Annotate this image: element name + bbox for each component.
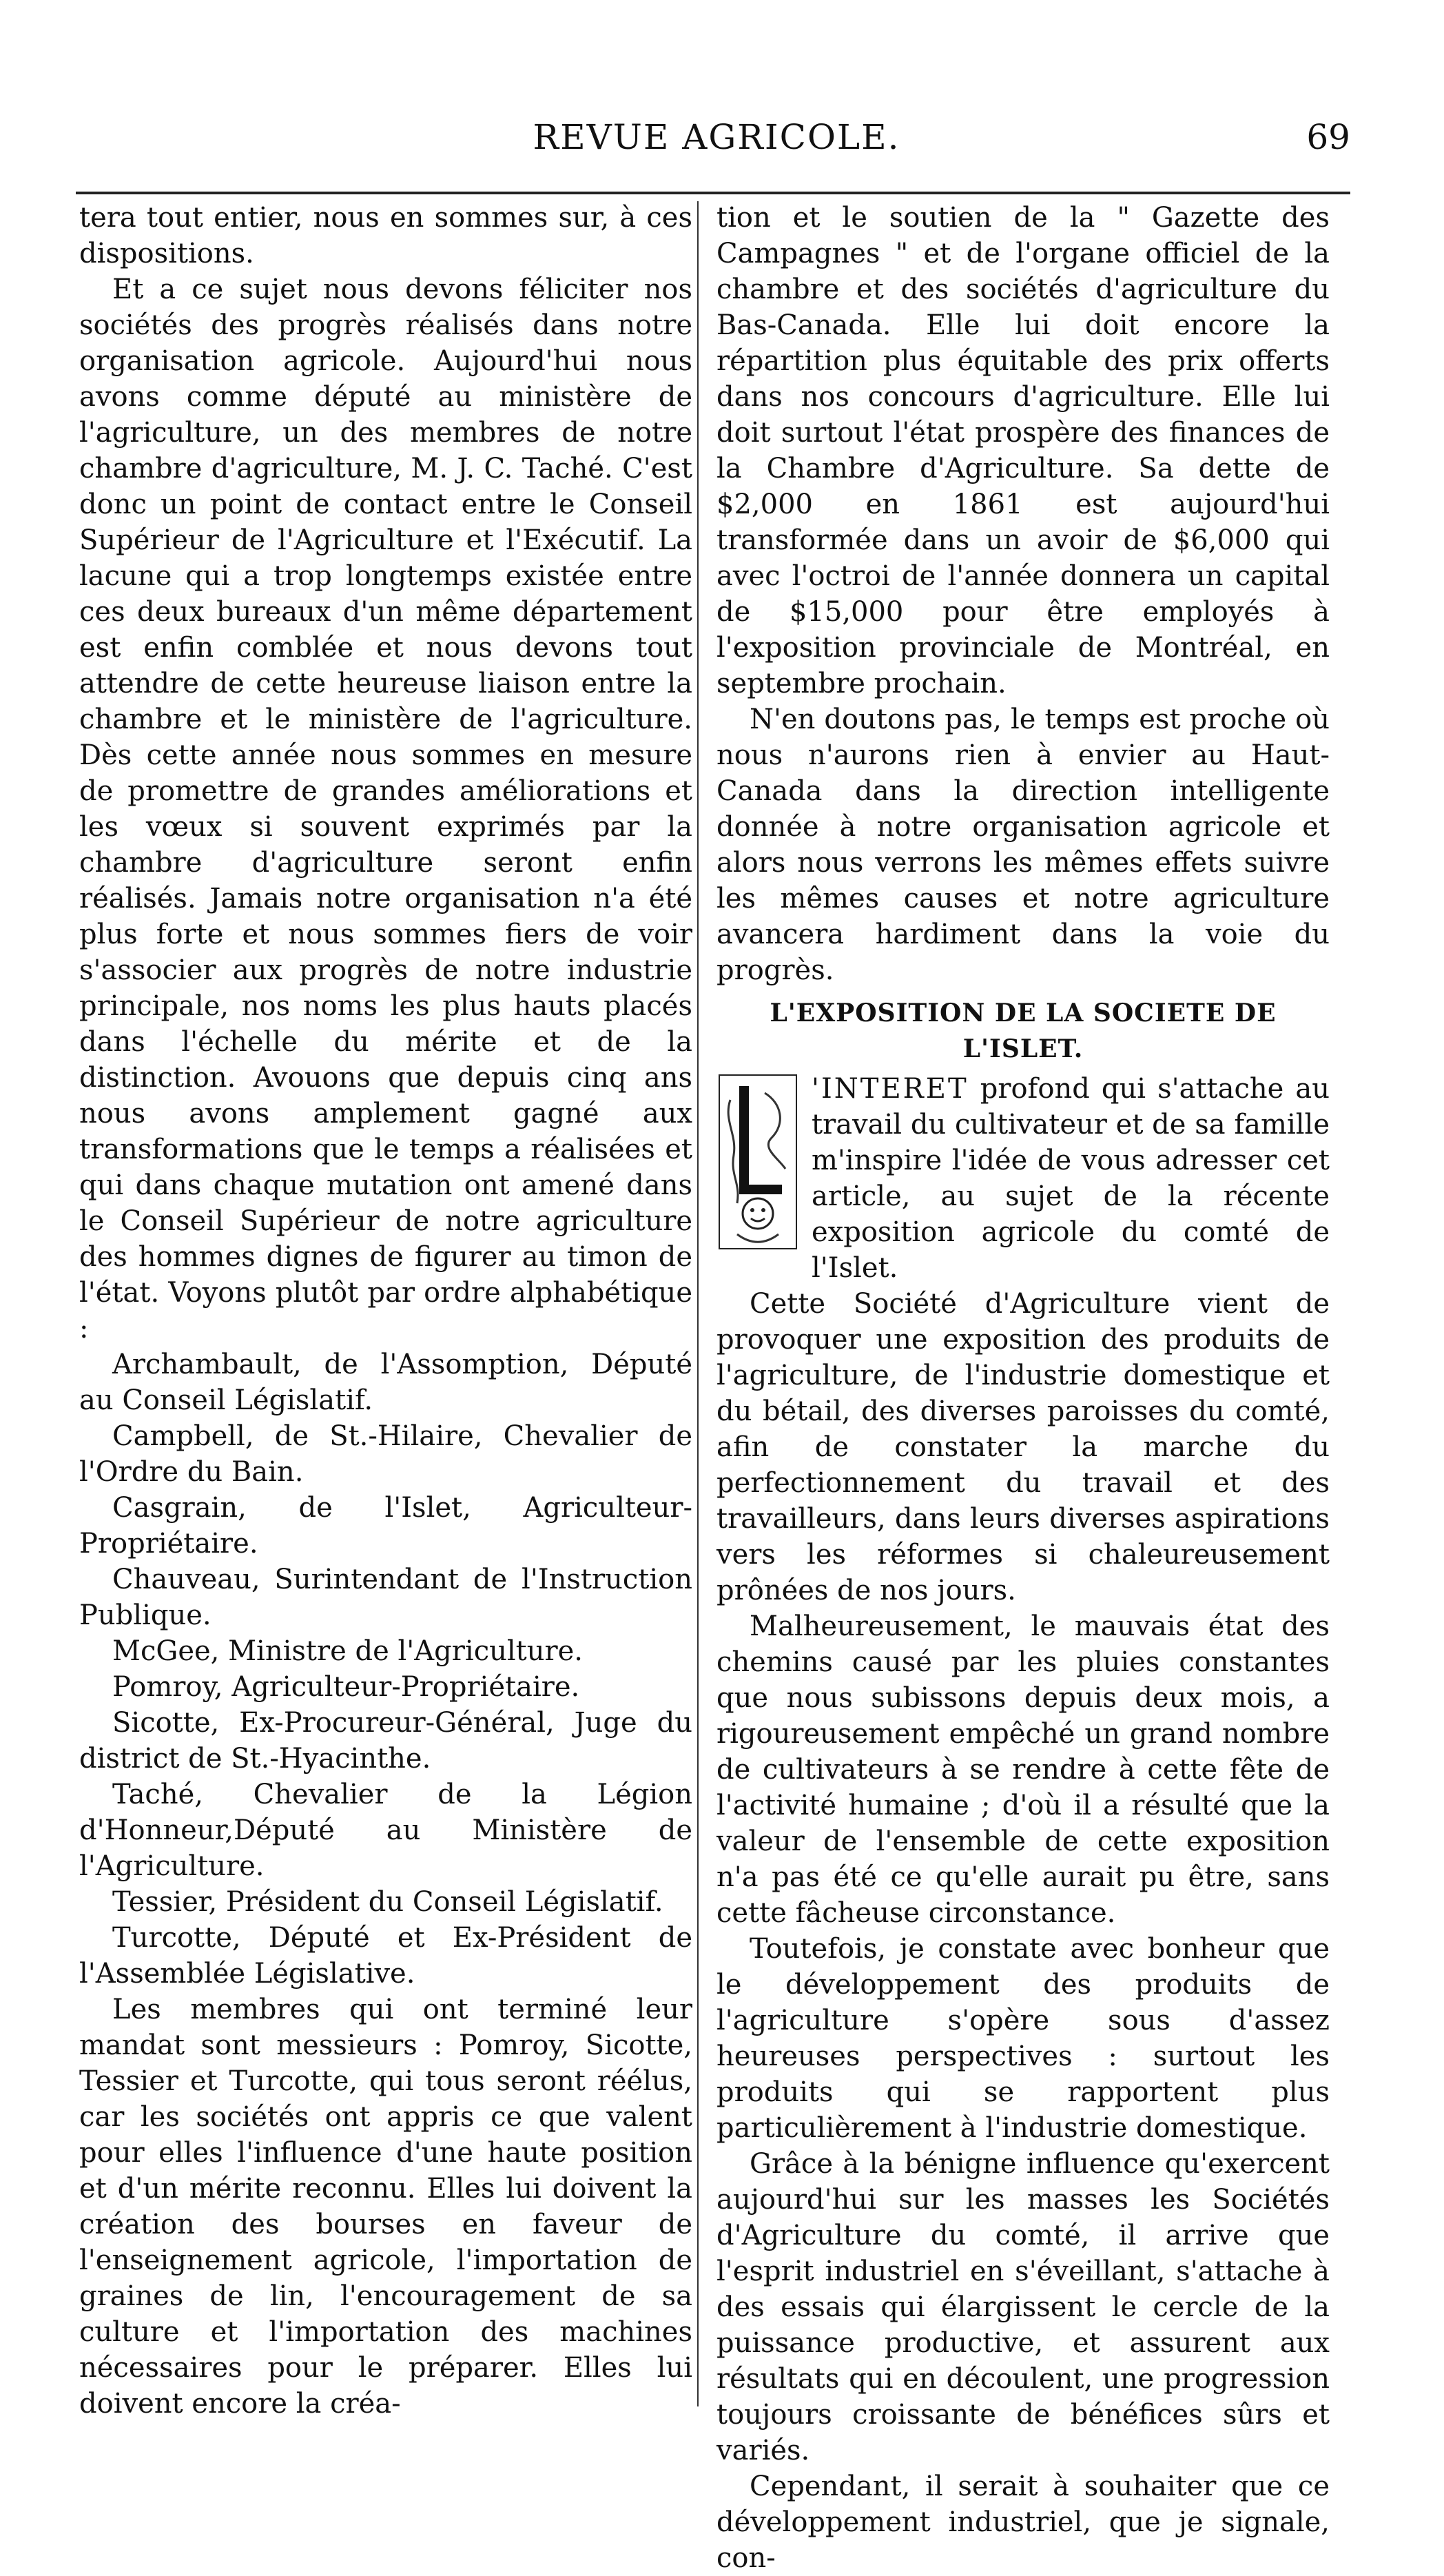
article-opening — [716, 1071, 1330, 1286]
article-paragraph-4: Toutefois, je constate avec bonheur que le développement des produits de l'agriculture s'opère sous d'assez heureuses perspectives : surtout les produits qui se rapportent plus particulièrement à l'industrie domestique. — [716, 1933, 1330, 2144]
left-paragraph-2: Et a ce sujet nous devons féliciter nos sociétés des progrès réalisés dans notre organisation agricole. Aujourd'hui nous avons comme député au ministère de l'agriculture, un des membres de notre chambre d'agriculture, M. J. C. Taché. C'est donc un point de contact entre le Conseil Supérieur de l'Agriculture et l'Exécutif. La lacune qui a trop longtemps existée entre ces deux bureaux d'un même département est enfin comblée et nous devons tout attendre de cette heureuse liaison entre la chambre et le ministère de l'agriculture. Dès cette année nous sommes en mesure de promettre de grandes améliorations et les vœux si souvent exprimés par la chambre d'agriculture seront enfin réalisés. Jamais notre organisation n'a été plus forte et nous sommes fiers de voir s'associer aux progrès de notre industrie principale, nos noms les plus hauts placés dans l'échelle du mérite et de la distinction. Avouons que depuis cinq ans nous avons amplement gagné aux transformations que le temps a réalisées et qui dans chaque mutation ont amené dans le Conseil Supérieur de notre agriculture des hommes dignes de figurer au timon de l'état. Voyons plutôt par ordre alphabétique : — [79, 274, 692, 1345]
left-paragraph-1: tera tout entier, nous en sommes sur, à ces dispositions. — [79, 202, 692, 269]
left-column — [79, 200, 692, 2420]
left-paragraph-3: Les membres qui ont terminé leur mandat sont messieurs : Pomroy, Sicotte, Tessier et Turcotte, qui tous seront réélus, car les sociétés ont appris ce que valent pour elles l'influence d'une haute position et d'un mérite reconnu. Elles lui doivent la création des bourses en faveur de l'enseignement agricole, l'importation de graines de lin, l'encouragement de sa culture et l'importation des machines nécessaires pour le préparer. Elles lui doivent encore la créa- — [79, 1994, 692, 2420]
member-entry: Taché, Chevalier de la Légion d'Honneur,Député au Ministère de l'Agriculture. — [79, 1779, 692, 1882]
member-entry: Pomroy, Agriculteur-Propriétaire. — [112, 1671, 580, 1703]
right-paragraph-1: tion et le soutien de la " Gazette des Campagnes " et de l'organe officiel de la chambre et des sociétés d'agriculture du Bas-Canada. Elle lui doit encore la répartition plus équitable des prix offerts dans nos concours d'agriculture. Elle lui doit surtout l'état prospère des finances de la Chambre d'Agriculture. Sa dette de $2,000 en 1861 est aujourd'hui transformée dans un avoir de $6,000 qui avec l'octroi de l'année donnera un capital de $15,000 pour être employés à l'exposition provinciale de Montréal, en septembre prochain. — [716, 202, 1330, 699]
article-paragraph-2: Cette Société d'Agriculture vient de provoquer une exposition des produits de l'agriculture, de l'industrie domestique et du bétail, des diverses paroisses du comté, afin de constater la marche du perfectionnement du travail et des travailleurs, dans leurs diverses aspirations vers les réformes si chaleureusement prônées de nos jours. — [716, 1288, 1330, 1606]
right-column — [716, 200, 1330, 2574]
article-paragraph-3: Malheureusement, le mauvais état des chemins causé par les pluies constantes que nous subissons depuis deux mois, a rigoureusement empêché un grand nombre de cultivateurs à se rendre à cette fête de l'activité humaine ; d'où il a résulté que la valeur de l'ensemble de cette exposition n'a pas été ce qu'elle aurait pu être, sans cette fâcheuse circonstance. — [716, 1611, 1330, 1929]
right-paragraph-2: N'en doutons pas, le temps est proche où nous n'aurons rien à envier au Haut-Canada dans la direction intelligente donnée à notre organisation agricole et alors nous verrons les mêmes effets suivre les mêmes causes et notre agriculture avancera hardiment dans la voie du progrès. — [716, 704, 1330, 986]
column-divider — [697, 201, 699, 2406]
article-paragraph-6: Cependant, il serait à souhaiter que ce développement industriel, que je signale, con- — [716, 2471, 1330, 2574]
section-title: L'EXPOSITION DE LA SOCIETE DE L'ISLET. — [770, 999, 1277, 1063]
header-rule — [76, 192, 1350, 194]
member-entry: Casgrain, de l'Islet, Agriculteur-Propriétaire. — [79, 1492, 692, 1560]
dropcap-word: 'INTERET — [812, 1073, 969, 1105]
page-header — [83, 117, 1350, 172]
article-paragraph-1 — [716, 1071, 1330, 1286]
member-entry: Campbell, de St.-Hilaire, Chevalier de l'Ordre du Bain. — [79, 1420, 692, 1488]
page-number: 69 — [1306, 117, 1350, 157]
article-paragraph-1-text: profond qui s'attache au travail du cultivateur et de sa famille m'inspire l'idée de vous adresser cet article, au sujet de la récente exposition agricole du comté de l'Islet. — [812, 1073, 1330, 1284]
article-paragraph-5: Grâce à la bénigne influence qu'exercent aujourd'hui sur les masses les Sociétés d'Agriculture du comté, il arrive que l'esprit industriel en s'éveillant, s'attache à des essais qui élargissent le cercle de la puissance productive, et assurent aux résultats qui en découlent, une progression toujours croissante de bénéfices sûrs et variés. — [716, 2148, 1330, 2466]
member-entry: McGee, Ministre de l'Agriculture. — [112, 1635, 583, 1667]
running-title: REVUE AGRICOLE. — [533, 117, 900, 157]
member-entry: Turcotte, Député et Ex-Président de l'Assemblée Législative. — [79, 1922, 692, 1990]
member-entry: Archambault, de l'Assomption, Député au Conseil Législatif. — [79, 1349, 692, 1416]
member-entry: Chauveau, Surintendant de l'Instruction Publique. — [79, 1564, 692, 1631]
ornamental-initial-icon — [716, 1072, 799, 1251]
member-entry: Tessier, Président du Conseil Législatif. — [112, 1886, 663, 1918]
member-entry: Sicotte, Ex-Procureur-Général, Juge du district de St.-Hyacinthe. — [79, 1707, 692, 1775]
